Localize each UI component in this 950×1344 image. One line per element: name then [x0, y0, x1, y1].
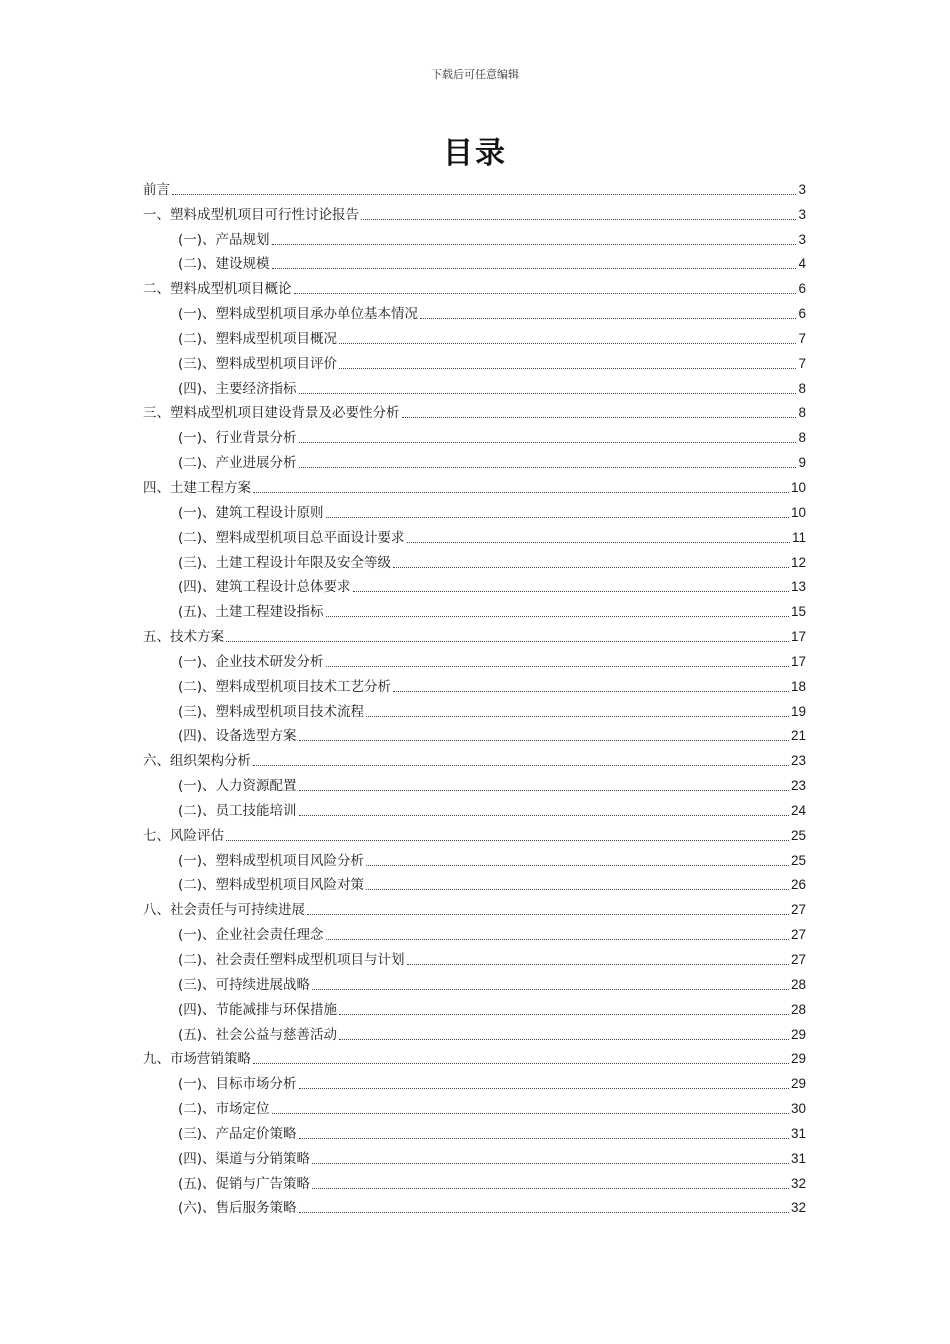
toc-page-number: 19	[790, 703, 806, 719]
toc-section-entry[interactable]	[143, 323, 806, 348]
toc-dot-leader	[253, 765, 789, 766]
toc-chapter-entry[interactable]	[143, 621, 806, 646]
toc-dot-leader	[339, 343, 796, 344]
toc-entry-title: 九、市场营销策略	[143, 1051, 251, 1068]
toc-page-number: 3	[798, 231, 806, 247]
toc-section-entry[interactable]	[143, 422, 806, 447]
toc-page-number: 26	[790, 877, 806, 893]
toc-page-number: 23	[790, 753, 806, 769]
toc-entry-title: 前言	[143, 181, 170, 198]
toc-entry-title: (四)、建筑工程设计总体要求	[178, 579, 351, 596]
toc-entry-title: (四)、渠道与分销策略	[178, 1150, 311, 1167]
toc-section-entry[interactable]	[143, 497, 806, 522]
toc-page-number: 27	[790, 952, 806, 967]
toc-dot-leader	[299, 815, 789, 816]
toc-chapter-entry[interactable]	[143, 174, 806, 199]
toc-entry-title: (一)、塑料成型机项目风险分析	[178, 852, 365, 869]
toc-dot-leader	[339, 1039, 789, 1040]
toc-section-entry[interactable]	[143, 373, 806, 398]
toc-chapter-entry[interactable]	[143, 894, 806, 919]
toc-page-number: 25	[790, 827, 806, 843]
toc-page-number: 6	[798, 281, 806, 297]
toc-section-entry[interactable]	[143, 348, 806, 373]
toc-entry-title: (六)、售后服务策略	[178, 1200, 297, 1217]
toc-dot-leader	[420, 318, 796, 319]
toc-section-entry[interactable]	[143, 671, 806, 696]
toc-entry-title: (五)、促销与广告策略	[178, 1175, 311, 1192]
toc-entry-title: 一、塑料成型机项目可行性讨论报告	[143, 206, 359, 223]
toc-section-entry[interactable]	[143, 795, 806, 820]
toc-section-entry[interactable]	[143, 870, 806, 895]
toc-section-entry[interactable]	[143, 1093, 806, 1118]
toc-entry-title: (二)、产业进展分析	[178, 455, 297, 472]
toc-entry-title: 五、技术方案	[143, 629, 224, 646]
toc-dot-leader	[299, 1138, 789, 1139]
toc-entry-title: (一)、目标市场分析	[178, 1076, 297, 1093]
toc-dot-leader	[366, 865, 789, 866]
toc-page-number: 27	[790, 902, 806, 918]
toc-page-number: 8	[798, 430, 806, 446]
toc-section-entry[interactable]	[143, 547, 806, 572]
toc-section-entry[interactable]	[143, 1019, 806, 1044]
toc-section-entry[interactable]	[143, 944, 806, 969]
toc-section-entry[interactable]	[143, 224, 806, 249]
toc-entry-title: (一)、人力资源配置	[178, 778, 297, 795]
toc-entry-title: (二)、塑料成型机项目风险对策	[178, 877, 365, 894]
toc-dot-leader	[407, 542, 790, 543]
toc-dot-leader	[402, 417, 797, 418]
toc-entry-title: 三、塑料成型机项目建设背景及必要性分析	[143, 405, 400, 422]
toc-entry-title: (四)、设备选型方案	[178, 728, 297, 745]
toc-entry-title: (二)、塑料成型机项目总平面设计要求	[178, 529, 405, 546]
toc-dot-leader	[253, 492, 789, 493]
toc-section-entry[interactable]	[143, 596, 806, 621]
toc-page-number: 17	[790, 629, 806, 645]
toc-entry-title: (四)、节能减排与环保措施	[178, 1001, 338, 1018]
toc-section-entry[interactable]	[143, 770, 806, 795]
toc-entry-title: (二)、员工技能培训	[178, 802, 297, 819]
toc-dot-leader	[299, 442, 797, 443]
toc-page-number: 31	[790, 1125, 806, 1141]
toc-page-number: 10	[790, 504, 806, 520]
toc-entry-title: (三)、塑料成型机项目评价	[178, 355, 338, 372]
toc-section-entry[interactable]	[143, 298, 806, 323]
toc-dot-leader	[407, 964, 789, 965]
toc-page-number: 9	[798, 455, 806, 471]
toc-page-number: 21	[790, 728, 806, 744]
toc-page-number: 8	[798, 380, 806, 396]
toc-page-number: 32	[790, 1200, 806, 1216]
toc-page-number: 29	[790, 1076, 806, 1092]
toc-dot-leader	[299, 740, 789, 741]
toc-dot-leader	[353, 591, 789, 592]
toc-section-entry[interactable]	[143, 919, 806, 944]
toc-section-entry[interactable]	[143, 969, 806, 994]
toc-section-entry[interactable]	[143, 1193, 806, 1218]
toc-page-number: 15	[790, 604, 806, 620]
toc-entry-title: 六、组织架构分析	[143, 753, 251, 770]
toc-section-entry[interactable]	[143, 845, 806, 870]
toc-chapter-entry[interactable]	[143, 820, 806, 845]
toc-page-number: 28	[790, 1001, 806, 1017]
toc-chapter-entry[interactable]	[143, 472, 806, 497]
toc-page-number: 23	[790, 778, 806, 794]
toc-entry-title: (三)、塑料成型机项目技术流程	[178, 703, 365, 720]
toc-page-number: 11	[791, 529, 806, 545]
toc-page-number: 12	[790, 554, 806, 570]
toc-entry-title: (三)、产品定价策略	[178, 1125, 297, 1142]
toc-entry-title: (二)、市场定位	[178, 1101, 270, 1118]
toc-dot-leader	[366, 716, 789, 717]
toc-dot-leader	[326, 517, 789, 518]
toc-section-entry[interactable]	[143, 522, 806, 547]
toc-page-number: 13	[790, 579, 806, 595]
toc-entry-title: (二)、建设规模	[178, 256, 270, 273]
toc-section-entry[interactable]	[143, 646, 806, 671]
toc-section-entry[interactable]	[143, 572, 806, 597]
toc-page-number: 8	[798, 405, 806, 421]
toc-section-entry[interactable]	[143, 1143, 806, 1168]
toc-page-number: 25	[790, 852, 806, 868]
header-note: 下载后可任意编辑	[431, 68, 519, 81]
toc-section-entry[interactable]	[143, 1168, 806, 1193]
toc-page-number: 3	[798, 206, 806, 222]
toc-dot-leader	[339, 1014, 789, 1015]
toc-page-number: 17	[790, 653, 806, 669]
toc-dot-leader	[299, 1088, 789, 1089]
toc-section-entry[interactable]	[143, 721, 806, 746]
table-of-contents	[143, 174, 806, 1217]
toc-entry-title: 八、社会责任与可持续进展	[143, 902, 305, 919]
toc-page-number: 7	[798, 355, 806, 371]
toc-entry-title: (一)、行业背景分析	[178, 430, 297, 447]
toc-page-number: 18	[790, 678, 806, 694]
toc-dot-leader	[393, 567, 789, 568]
toc-dot-leader	[312, 989, 789, 990]
toc-page-number: 31	[790, 1150, 806, 1166]
toc-dot-leader	[393, 691, 789, 692]
toc-section-entry[interactable]	[143, 1118, 806, 1143]
toc-dot-leader	[299, 1212, 789, 1213]
toc-entry-title: (一)、建筑工程设计原则	[178, 504, 324, 521]
toc-entry-title: (四)、主要经济指标	[178, 380, 297, 397]
toc-entry-title: (三)、可持续进展战略	[178, 976, 311, 993]
toc-dot-leader	[326, 616, 789, 617]
toc-dot-leader	[253, 1063, 789, 1064]
toc-dot-leader	[226, 641, 789, 642]
toc-entry-title: (一)、企业社会责任理念	[178, 927, 324, 944]
toc-page-number: 10	[790, 479, 806, 495]
toc-dot-leader	[272, 1113, 789, 1114]
toc-page-number: 24	[790, 802, 806, 818]
toc-entry-title: 四、土建工程方案	[143, 479, 251, 496]
toc-dot-leader	[299, 467, 797, 468]
toc-entry-title: (一)、企业技术研发分析	[178, 653, 324, 670]
toc-dot-leader	[326, 939, 789, 940]
toc-section-entry[interactable]	[143, 696, 806, 721]
toc-section-entry[interactable]	[143, 447, 806, 472]
toc-dot-leader	[294, 293, 797, 294]
toc-page-number: 28	[790, 976, 806, 992]
toc-chapter-entry[interactable]	[143, 745, 806, 770]
toc-entry-title: (二)、塑料成型机项目概况	[178, 330, 338, 347]
toc-entry-title: 二、塑料成型机项目概论	[143, 281, 292, 298]
toc-dot-leader	[326, 666, 789, 667]
toc-page-number: 3	[798, 181, 806, 197]
toc-page-number: 30	[790, 1101, 806, 1117]
toc-page-number: 29	[790, 1051, 806, 1067]
toc-dot-leader	[299, 393, 797, 394]
toc-chapter-entry[interactable]	[143, 1044, 806, 1069]
toc-entry-title: (五)、社会公益与慈善活动	[178, 1026, 338, 1043]
toc-chapter-entry[interactable]	[143, 273, 806, 298]
toc-page-number: 7	[798, 330, 806, 346]
toc-dot-leader	[361, 219, 796, 220]
toc-dot-leader	[339, 368, 796, 369]
toc-entry-title: (二)、塑料成型机项目技术工艺分析	[178, 678, 392, 695]
toc-entry-title: (一)、产品规划	[178, 231, 270, 248]
toc-page-number: 4	[798, 256, 806, 272]
toc-chapter-entry[interactable]	[143, 398, 806, 423]
toc-section-entry[interactable]	[143, 1068, 806, 1093]
toc-dot-leader	[272, 268, 797, 269]
toc-dot-leader	[226, 840, 789, 841]
toc-dot-leader	[172, 194, 796, 195]
toc-page-number: 29	[790, 1026, 806, 1042]
toc-dot-leader	[299, 790, 789, 791]
toc-dot-leader	[366, 889, 789, 890]
toc-dot-leader	[312, 1188, 789, 1189]
toc-page-number: 27	[790, 927, 806, 943]
toc-entry-title: (一)、塑料成型机项目承办单位基本情况	[178, 306, 419, 323]
toc-section-entry[interactable]	[143, 994, 806, 1019]
toc-chapter-entry[interactable]	[143, 199, 806, 224]
toc-dot-leader	[307, 914, 789, 915]
toc-entry-title: 七、风险评估	[143, 827, 224, 844]
toc-dot-leader	[272, 244, 797, 245]
toc-title: 目录	[443, 136, 507, 171]
toc-entry-title: (二)、社会责任塑料成型机项目与计划	[178, 952, 405, 968]
toc-entry-title: (三)、土建工程设计年限及安全等级	[178, 554, 392, 571]
toc-page-number: 32	[790, 1175, 806, 1191]
toc-dot-leader	[312, 1163, 789, 1164]
toc-entry-title: (五)、土建工程建设指标	[178, 604, 324, 621]
toc-section-entry[interactable]	[143, 249, 806, 274]
toc-page-number: 6	[798, 306, 806, 322]
